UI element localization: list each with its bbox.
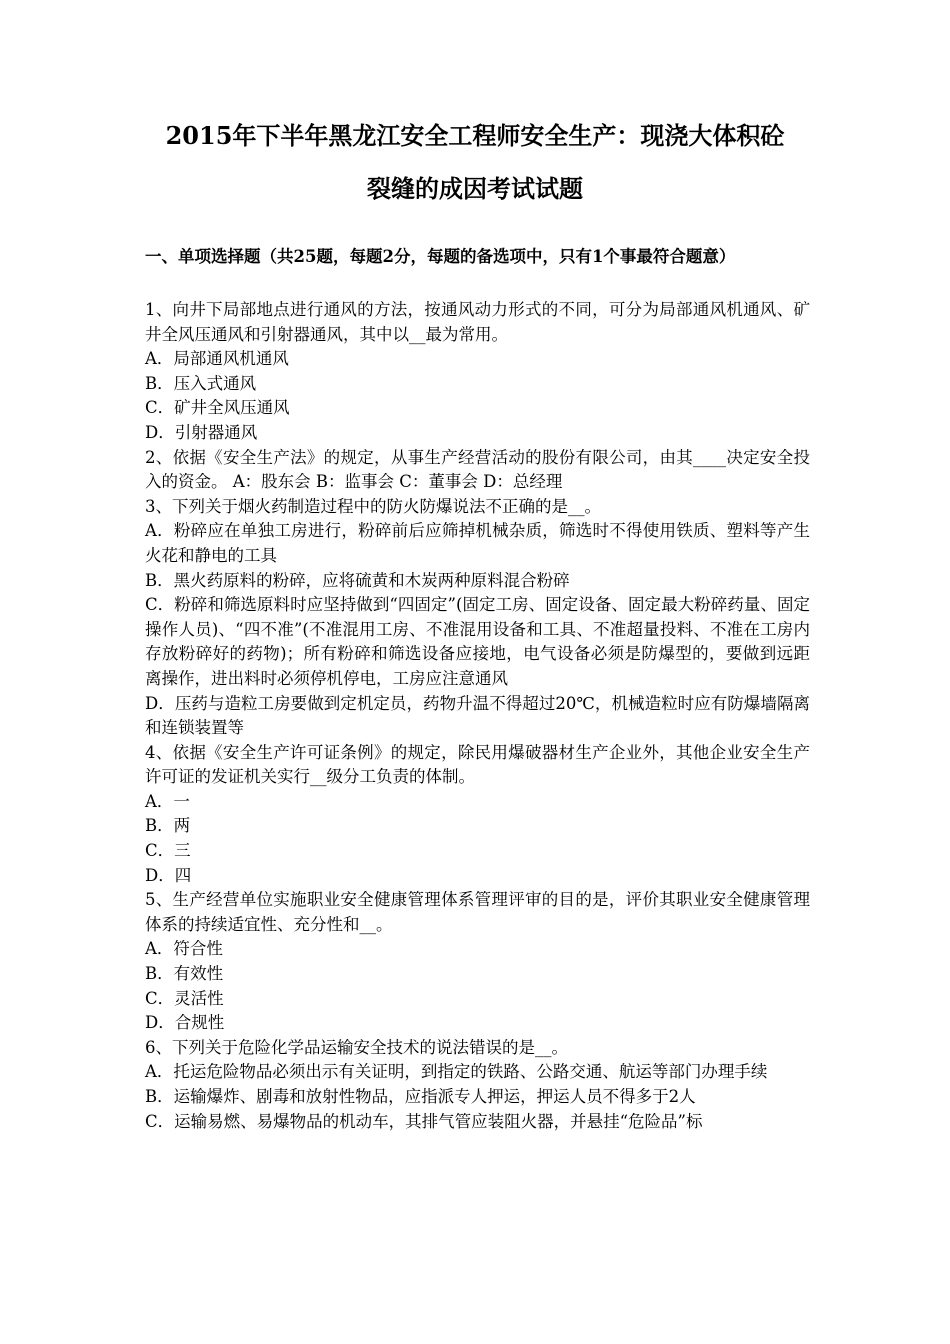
question-3: 3、下列关于烟火药制造过程中的防火防爆说法不正确的是__。: [145, 496, 601, 516]
option-3a: A．粉碎应在单独工房进行，粉碎前后应筛掉机械杂质，筛选时不得使用铁质、塑料等产生火花和静电的工具: [145, 521, 810, 565]
option-1d: D．引射器通风: [145, 422, 258, 442]
option-5d: D．合规性: [145, 1013, 225, 1033]
question-5: 5、生产经营单位实施职业安全健康管理体系管理评审的目的是，评价其职业安全健康管理体系的持续适宜性、充分性和__。: [145, 890, 810, 934]
option-4d: D．四: [145, 865, 192, 885]
question-6: 6、下列关于危险化学品运输安全技术的说法错误的是__。: [145, 1037, 568, 1057]
option-1a: A．局部通风机通风: [145, 349, 289, 369]
option-1c: C．矿井全风压通风: [145, 398, 290, 418]
document-title-line-1: 2015年下半年黑龙江安全工程师安全生产：现浇大体积砼: [165, 121, 785, 150]
option-6c: C．运输易燃、易爆物品的机动车，其排气管应装阻火器，并悬挂“危险品”标: [145, 1111, 703, 1131]
section-heading: 一、单项选择题（共25题，每题2分，每题的备选项中，只有1个事最符合题意）: [145, 247, 736, 266]
option-3d: D．压药与造粒工房要做到定机定员，药物升温不得超过20℃，机械造粒时应有防爆墙隔离和连锁装置等: [145, 693, 810, 738]
option-5a: A．符合性: [145, 939, 223, 959]
option-1b: B．压入式通风: [145, 373, 257, 393]
question-1: 1、向井下局部地点进行通风的方法，按通风动力形式的不同，可分为局部通风机通风、矿井全风压通风和引射器通风，其中以__最为常用。: [145, 300, 810, 344]
question-body: [145, 298, 810, 1134]
question-2: 2、依据《安全生产法》的规定，从事生产经营活动的股份有限公司，由其____决定安全投入的资金。 A：股东会 B：监事会 C：董事会 D：总经理: [145, 447, 810, 492]
option-3c: C．粉碎和筛选原料时应坚持做到“四固定”(固定工房、固定设备、固定最大粉碎药量、固定操作人员)、“四不准”(不准混用工房、不准混用设备和工具、不准超量投料、不准在工房内存放粉碎好的药物)；所有粉碎和筛选设备应接地，电气设备必须是防爆型的，要做到远距离操作，进出料时必须停机停电，工房应注意通风: [145, 595, 810, 688]
option-4c: C．三: [145, 841, 191, 861]
option-6b: B．运输爆炸、剧毒和放射性物品，应指派专人押运，押运人员不得多于2人: [145, 1087, 696, 1106]
document-title-line-2: 裂缝的成因考试试题: [367, 174, 583, 203]
question-4: 4、依据《安全生产许可证条例》的规定，除民用爆破器材生产企业外，其他企业安全生产许可证的发证机关实行__级分工负责的体制。: [145, 742, 810, 787]
option-4a: A．一: [145, 791, 190, 811]
option-3b: B．黑火药原料的粉碎，应将硫黄和木炭两种原料混合粉碎: [145, 570, 570, 590]
option-6a: A．托运危险物品必须出示有关证明，到指定的铁路、公路交通、航运等部门办理手续: [145, 1062, 768, 1082]
option-5c: C．灵活性: [145, 988, 224, 1008]
option-5b: B．有效性: [145, 964, 224, 984]
option-4b: B．两: [145, 816, 191, 836]
